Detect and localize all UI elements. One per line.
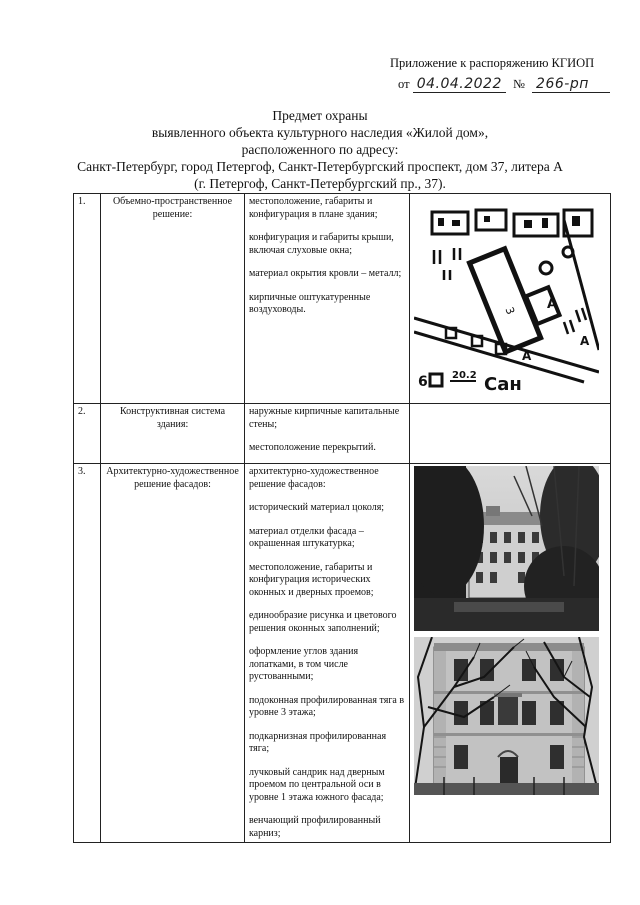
map-label-parcel: 20.2: [451, 370, 477, 381]
empty-cell: [409, 404, 610, 464]
facade-photos-cell: [409, 464, 610, 843]
svg-text:3: 3: [502, 305, 518, 317]
map-label-street: Сан: [483, 374, 522, 395]
table-row: [74, 194, 611, 404]
facade-photo-overview-image: [414, 466, 599, 631]
annex-date-number: от 04.04.2022 № 266-рп: [398, 76, 630, 93]
row-number: 2.: [74, 404, 101, 464]
annex-reference: Приложение к распоряжению КГИОП: [390, 56, 595, 70]
document-title: [60, 107, 580, 192]
map-label-a: А: [546, 297, 557, 312]
table-row: [74, 464, 611, 843]
site-plan-cell: [409, 194, 610, 404]
list-item: наружные кирпичные капитальные стены;: [248, 406, 400, 430]
title-line-1: Предмет охраны: [272, 108, 368, 123]
list-item: конфигурация и габариты крыши, включая слуховые окна;: [248, 232, 394, 256]
row-items: [244, 404, 409, 464]
row-items: [244, 464, 409, 843]
map-label-a-side: А: [579, 334, 590, 348]
list-item: местоположение перекрытий.: [248, 442, 376, 453]
list-item: единообразие рисунка и цветового решения оконных заполнений;: [248, 610, 397, 634]
list-item: исторический материал цоколя;: [248, 502, 385, 513]
list-item: подкарнизная профилированная тяга;: [248, 730, 387, 754]
map-label-a-street: А: [521, 349, 532, 363]
list-item: архитектурно-художественное решение фасадов:: [248, 466, 379, 490]
title-line-4: Санкт-Петербург, город Петергоф, Санкт-Петербургский проспект, дом 37, литера А: [77, 159, 563, 174]
row-number: 3.: [74, 464, 101, 843]
facade-photo-closeup: [414, 637, 599, 795]
title-line-2: выявленного объекта культурного наследия «Жилой дом»,: [151, 125, 489, 140]
protection-subject-table: [73, 193, 611, 843]
list-item: материал окрытия кровли – металл;: [248, 268, 402, 279]
list-item: местоположение, габариты и конфигурация исторических оконных и дверных проемов;: [248, 561, 374, 598]
row-items: [244, 194, 409, 404]
facade-photo-overview: [414, 466, 599, 631]
list-item: кирпичные оштукатуренные воздуховоды.: [248, 291, 371, 315]
table-row: [74, 404, 611, 464]
handwritten-number: 266-рп: [532, 76, 610, 93]
list-item: материал отделки фасада – окрашенная штукатурка;: [248, 525, 364, 549]
handwritten-date: 04.04.2022: [413, 76, 506, 93]
row-title: Конструктивная система здания:: [101, 404, 245, 464]
list-item: подоконная профилированная тяга в уровне 3 этажа;: [248, 694, 405, 718]
row-number: 1.: [74, 194, 101, 404]
list-item: местоположение, габариты и конфигурация в плане здания;: [248, 196, 378, 220]
list-item: венчающий профилированный карниз;: [248, 815, 381, 839]
row-title: Архитектурно-художественное решение фасадов:: [101, 464, 245, 843]
title-line-3: расположенного по адресу:: [241, 142, 399, 157]
facade-photo-closeup-image: [414, 637, 599, 795]
site-plan-drawing: [414, 200, 599, 396]
list-item: лучковый сандрик над дверным проемом по центральной оси в уровне 1 этажа южного фасада;: [248, 766, 385, 803]
title-line-5: (г. Петергоф, Санкт-Петербургский пр., 37).: [194, 176, 446, 191]
row-title: Объемно-пространственное решение:: [101, 194, 245, 404]
map-label-house-number: 6: [417, 374, 428, 390]
list-item: оформление углов здания лопатками, в том числе рустованными;: [248, 646, 359, 682]
site-plan-map: [414, 200, 599, 396]
